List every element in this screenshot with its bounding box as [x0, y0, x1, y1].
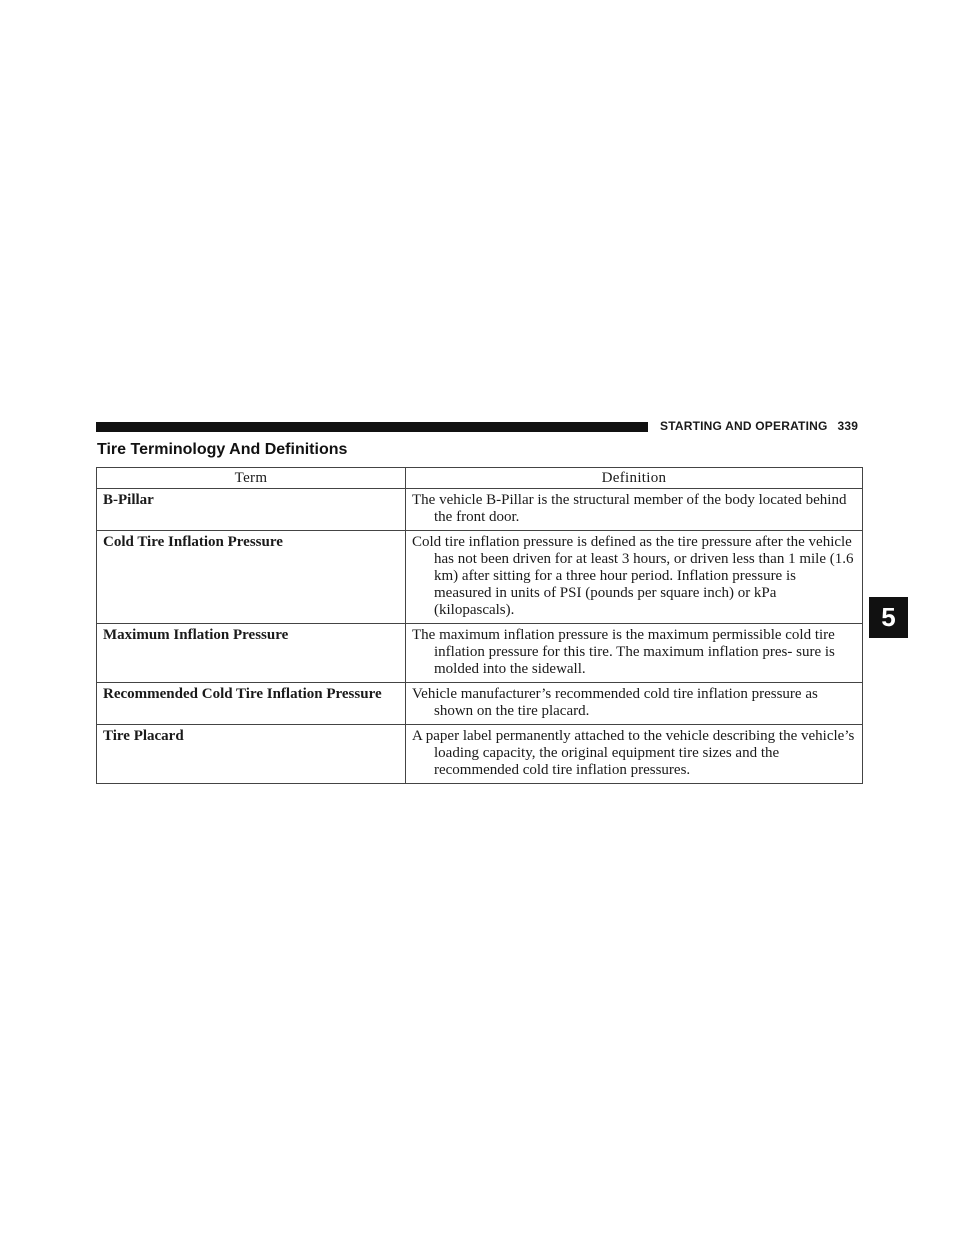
- table-row: [97, 624, 863, 683]
- table-header-row: [97, 468, 863, 489]
- definition-cell: [406, 489, 863, 531]
- definition-cell: [406, 531, 863, 624]
- term-cell: Cold Tire Inflation Pressure: [97, 531, 406, 624]
- term-cell: Tire Placard: [97, 725, 406, 784]
- definition-text: The maximum inflation pressure is the maximum permissible cold tire inflation pressure for this tire. The maximum inflation pres- sure is molded into the sidewall.: [412, 627, 835, 677]
- definition-text: A paper label permanently attached to the vehicle describing the vehicle’s loading capacity, the original equipment tire sizes and the recommended cold tire inflation pressures.: [412, 728, 855, 778]
- term-cell: B-Pillar: [97, 489, 406, 531]
- definition-cell: [406, 725, 863, 784]
- definitions-table: [96, 467, 863, 784]
- column-header-definition: Definition: [406, 468, 863, 489]
- table-row: [97, 489, 863, 531]
- table-row: [97, 683, 863, 725]
- definition-text: Cold tire inflation pressure is defined as the tire pressure after the vehicle has not been driven for at least 3 hours, or driven less than 1 mile (1.6 km) after sitting for a three hour period. Inflation pressure is measured in units of PSI (pounds per square inch) or kPa (kilopascals).: [412, 534, 854, 618]
- term-cell: Maximum Inflation Pressure: [97, 624, 406, 683]
- definition-text: The vehicle B-Pillar is the structural member of the body located behind the front door.: [412, 492, 847, 525]
- section-title: Tire Terminology And Definitions: [97, 441, 348, 458]
- definition-cell: [406, 624, 863, 683]
- definition-text: Vehicle manufacturer’s recommended cold tire inflation pressure as shown on the tire placard.: [412, 686, 818, 719]
- table-row: [97, 725, 863, 784]
- page-number: 339: [837, 419, 859, 433]
- term-cell: Recommended Cold Tire Inflation Pressure: [97, 683, 406, 725]
- chapter-tab: 5: [869, 597, 908, 638]
- table-row: [97, 531, 863, 624]
- running-header: [660, 419, 858, 433]
- definition-cell: [406, 683, 863, 725]
- header-rule: [96, 422, 648, 432]
- section-label: STARTING AND OPERATING: [660, 419, 828, 433]
- column-header-term: Term: [97, 468, 406, 489]
